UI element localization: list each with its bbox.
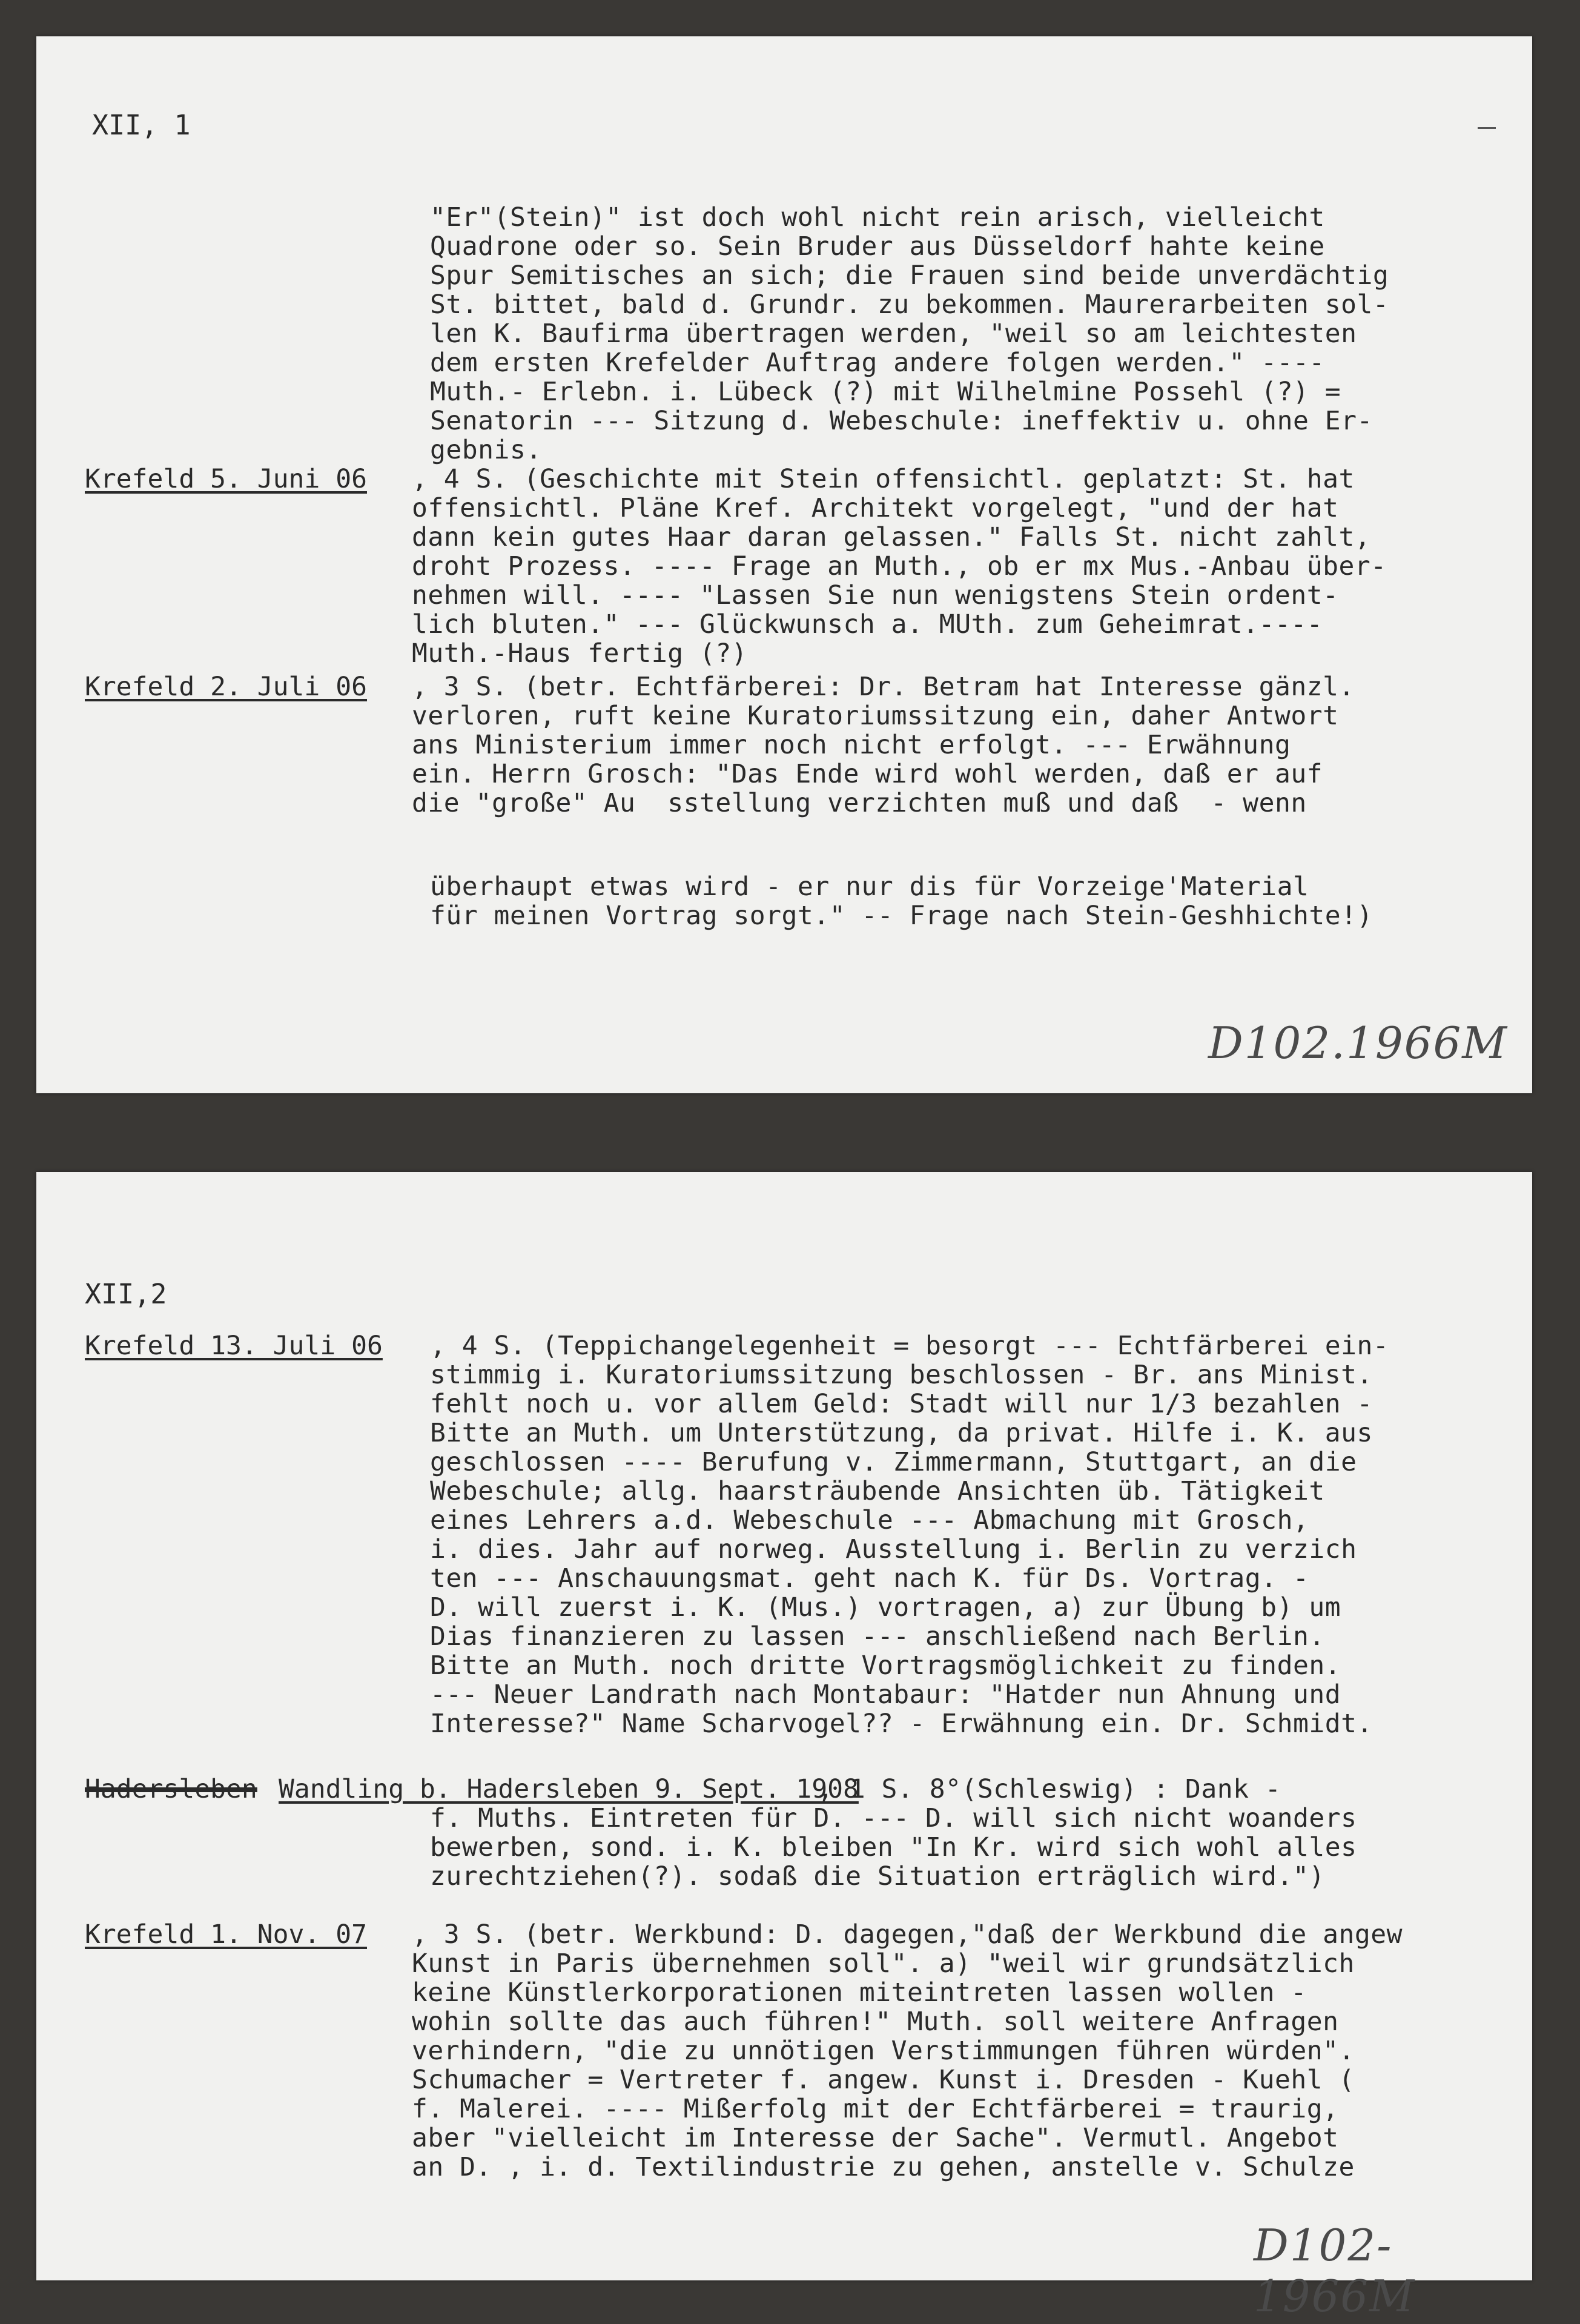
text-line: len K. Baufirma übertragen werden, "weil so am leichtesten <box>430 319 1357 349</box>
entry-text-continuation <box>430 872 1373 930</box>
text-line: Kunst in Paris übernehmen soll". a) "weil wir grundsätzlich <box>412 1948 1355 1979</box>
text-line: zurechtziehen(?). sodaß die Situation erträglich wird.") <box>430 1861 1325 1892</box>
text-line: Bitte an Muth. noch dritte Vortragsmöglichkeit zu finden. <box>430 1650 1341 1681</box>
text-line: eines Lehrers a.d. Webeschule --- Abmachung mit Grosch, <box>430 1505 1309 1535</box>
text-line: , 1 S. 8°(Schleswig) : Dank - <box>818 1774 1281 1804</box>
text-line: , 4 S. (Geschichte mit Stein offensichtl. geplatzt: St. hat <box>412 464 1355 494</box>
text-line: f. Malerei. ---- Mißerfolg mit der Echtfärberei = traurig, <box>412 2094 1339 2124</box>
text-line: , 4 S. (Teppichangelegenheit = besorgt --- Echtfärberei ein- <box>430 1331 1389 1361</box>
text-line: ans Ministerium immer noch nicht erfolgt. --- Erwähnung <box>412 730 1291 760</box>
text-line: aber "vielleicht im Interesse der Sache". Vermutl. Angebot <box>412 2123 1339 2153</box>
entry-label-krefeld-13-juli: Krefeld 13. Juli 06 <box>85 1331 383 1361</box>
entry-label-krefeld-2-juli: Krefeld 2. Juli 06 <box>85 672 367 702</box>
text-line: Schumacher = Vertreter f. angew. Kunst i. Dresden - Kuehl ( <box>412 2065 1355 2095</box>
text-line: i. dies. Jahr auf norweg. Ausstellung i. Berlin zu verzich <box>430 1534 1357 1564</box>
text-line: D. will zuerst i. K. (Mus.) vortragen, a) zur Übung b) um <box>430 1592 1341 1623</box>
text-line: verloren, ruft keine Kuratoriumssitzung ein, daher Antwort <box>412 701 1339 731</box>
text-line: verhindern, "die zu unnötigen Verstimmungen führen würden". <box>412 2036 1355 2066</box>
text-line: an D. , i. d. Textilindustrie zu gehen, anstelle v. Schulze <box>412 2152 1355 2182</box>
text-line: nehmen will. ---- "Lassen Sie nun wenigstens Stein ordent- <box>412 580 1339 611</box>
text-line: überhaupt etwas wird - er nur dis für Vorzeige'Material <box>430 872 1309 902</box>
text-line: , 3 S. (betr. Werkbund: D. dagegen,"daß der Werkbund die angew <box>412 1919 1403 1950</box>
archive-signature: D102.1966M <box>1208 1018 1508 1068</box>
text-line: St. bittet, bald d. Grundr. zu bekommen. Maurerarbeiten sol- <box>430 290 1389 320</box>
text-line: geschlossen ---- Berufung v. Zimmermann, Stuttgart, an die <box>430 1447 1357 1477</box>
text-line: lich bluten." --- Glückwunsch a. MUth. zum Geheimrat.---- <box>412 609 1323 640</box>
struck-out-word: Hadersleben <box>85 1774 257 1804</box>
text-line: die "große" Au sstellung verzichten muß und daß - wenn <box>412 788 1307 818</box>
entry-text-wandling-first <box>818 1775 1281 1804</box>
text-line: keine Künstlerkorporationen miteintreten lassen wollen - <box>412 1978 1307 2008</box>
text-line: Quadrone oder so. Sein Bruder aus Düsseldorf hahte keine <box>430 231 1325 262</box>
entry-text-krefeld-13-juli <box>430 1331 1389 1738</box>
entry-label-wandling: Wandling b. Hadersleben 9. Sept. 1908 <box>279 1774 859 1804</box>
text-line: dann kein gutes Haar daran gelassen." Falls St. nicht zahlt, <box>412 522 1371 552</box>
text-line: Muth.-Haus fertig (?) <box>412 638 748 669</box>
text-line: stimmig i. Kuratoriumssitzung beschlossen - Br. ans Minist. <box>430 1360 1373 1390</box>
text-line: droht Prozess. ---- Frage an Muth., ob er mx Mus.-Anbau über- <box>412 551 1387 581</box>
text-line: , 3 S. (betr. Echtfärberei: Dr. Betram hat Interesse gänzl. <box>412 672 1355 702</box>
text-line: Senatorin --- Sitzung d. Webeschule: ineffektiv u. ohne Er- <box>430 406 1373 436</box>
text-line: dem ersten Krefelder Auftrag andere folgen werden." ---- <box>430 348 1325 378</box>
card-number: XII,2 <box>85 1278 167 1310</box>
text-line: offensichtl. Pläne Kref. Architekt vorgelegt, "und der hat <box>412 493 1339 523</box>
text-line: fehlt noch u. vor allem Geld: Stadt will nur 1/3 bezahlen - <box>430 1389 1373 1419</box>
entry-label-krefeld-1-nov: Krefeld 1. Nov. 07 <box>85 1919 367 1950</box>
card-number: XII, 1 <box>92 109 191 141</box>
text-line: ten --- Anschauungsmat. geht nach K. für Ds. Vortrag. - <box>430 1563 1309 1594</box>
text-line: Webeschule; allg. haarsträubende Ansichten üb. Tätigkeit <box>430 1476 1325 1506</box>
text-line: --- Neuer Landrath nach Montabaur: "Hatder nun Ahnung und <box>430 1680 1341 1710</box>
text-line: wohin sollte das auch führen!" Muth. soll weitere Anfragen <box>412 2007 1339 2037</box>
archive-signature: D102-1966M <box>1254 2220 1415 2322</box>
text-line: gebnis. <box>430 435 542 465</box>
text-line: Bitte an Muth. um Unterstützung, da privat. Hilfe i. K. aus <box>430 1418 1373 1448</box>
text-line: ein. Herrn Grosch: "Das Ende wird wohl werden, daß er auf <box>412 759 1323 789</box>
index-card-2 <box>36 1172 1532 2322</box>
text-line: "Er"(Stein)" ist doch wohl nicht rein arisch, vielleicht <box>430 202 1325 233</box>
text-line: bewerben, sond. i. K. bleiben "In Kr. wird sich wohl alles <box>430 1832 1357 1862</box>
text-line: Interesse?" Name Scharvogel?? - Erwähnung ein. Dr. Schmidt. <box>430 1709 1373 1739</box>
entry-text-wandling <box>430 1804 1357 1891</box>
index-card-1 <box>36 36 1532 1093</box>
text-line: Spur Semitisches an sich; die Frauen sind beide unverdächtig <box>430 260 1389 291</box>
edge-mark <box>1478 127 1496 129</box>
text-line: für meinen Vortrag sorgt." -- Frage nach Stein-Geshhichte!) <box>430 901 1373 931</box>
text-block-intro <box>430 203 1389 465</box>
text-line: Muth.- Erlebn. i. Lübeck (?) mit Wilhelmine Possehl (?) = <box>430 377 1341 407</box>
text-line: Dias finanzieren zu lassen --- anschließend nach Berlin. <box>430 1621 1325 1652</box>
entry-label-krefeld-5-juni: Krefeld 5. Juni 06 <box>85 464 367 494</box>
entry-text-krefeld-1-nov <box>412 1920 1403 2182</box>
entry-text-krefeld-5-juni <box>412 465 1387 668</box>
entry-text-krefeld-2-juli <box>412 672 1355 818</box>
text-line: f. Muths. Eintreten für D. --- D. will sich nicht woanders <box>430 1803 1357 1833</box>
